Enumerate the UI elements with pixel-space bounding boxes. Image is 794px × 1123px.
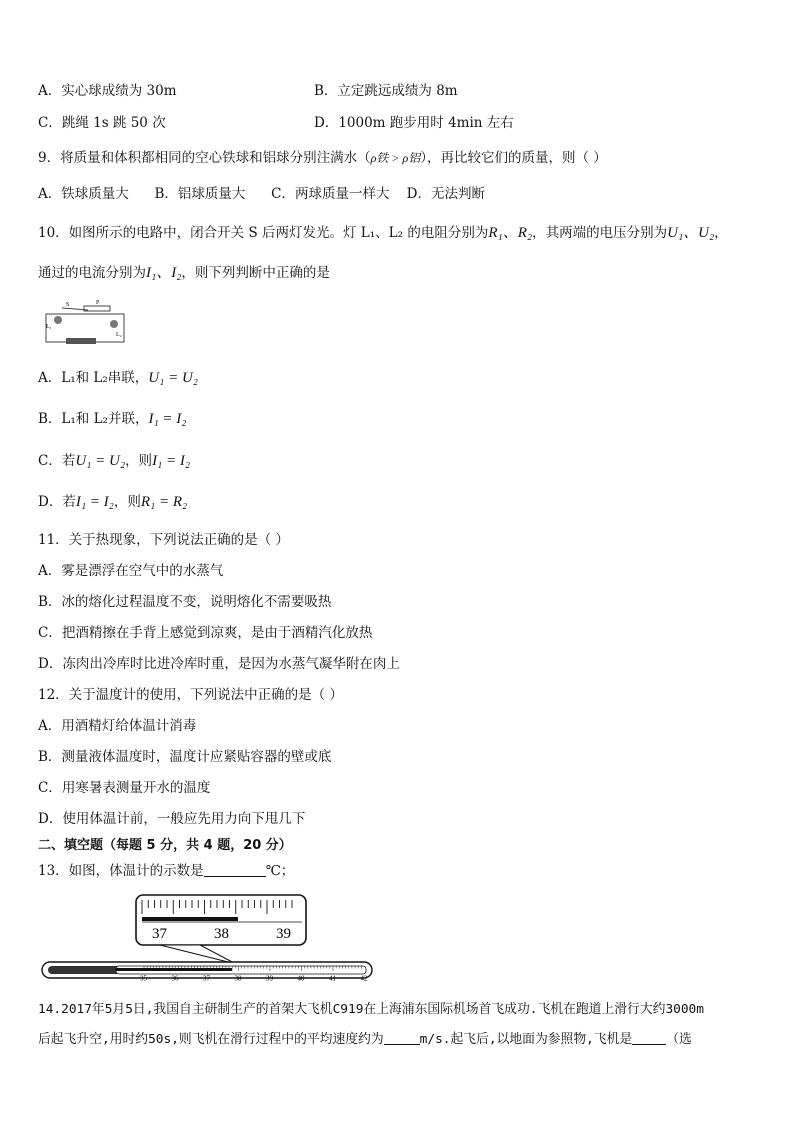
- q10-resistances: R₁、R₂: [488, 225, 533, 241]
- q10-option-c: [38, 452, 190, 470]
- q11-option-a: A．雾是漂浮在空气中的水蒸气: [38, 563, 224, 579]
- thermometer-label: 38: [234, 974, 242, 983]
- q14-stem-end: （选: [666, 1032, 692, 1047]
- q10-option-d-formula1: I₁ = I₂: [75, 494, 114, 510]
- q10-option-d-formula2: R₁ = R₂: [140, 494, 188, 510]
- q14-stem-line2: [38, 1030, 692, 1049]
- q10-stem-mid: ，其两端的电压分别为: [532, 225, 668, 241]
- zoom-label: 37: [152, 926, 167, 942]
- q8-option-d: D．1000m 跑步用时 4min 左右: [314, 115, 514, 131]
- q10-voltages: U₁、U₂: [667, 225, 715, 241]
- q10-option-b-formula: I₁ = I₂: [148, 411, 187, 427]
- thermometer-label: 37: [203, 974, 210, 983]
- circuit-label-p: P: [96, 300, 100, 306]
- q10-option-b: [38, 410, 187, 428]
- q10-stem-line1: [38, 224, 728, 242]
- q10-option-c-formula2: I₁ = I₂: [152, 453, 191, 469]
- q10-option-a: [38, 369, 198, 387]
- q11-option-d: D．冻肉出冷库时比进冷库时重，是因为水蒸气凝华附在肉上: [38, 656, 400, 672]
- q12-option-b: B．测量液体温度时，温度计应紧贴容器的壁或底: [38, 749, 332, 765]
- q10-stem-end: ，: [714, 225, 728, 241]
- q8-option-c: C．跳绳 1s 跳 50 次: [38, 115, 166, 131]
- thermometer-label: 35: [140, 974, 147, 983]
- q13-stem: [38, 862, 294, 880]
- q13-stem-text: 13．如图，体温计的示数是: [38, 863, 204, 879]
- zoom-mercury-column: [142, 917, 238, 921]
- q12-option-a: A．用酒精灯给体温计消毒: [38, 718, 197, 734]
- q11-option-c: C．把酒精擦在手背上感觉到凉爽，是由于酒精汽化放热: [38, 625, 373, 641]
- q10-option-d: [38, 493, 187, 511]
- q10-currents: I₁、I₂: [146, 265, 182, 281]
- zoom-pointer: [160, 945, 236, 964]
- q10-option-b-text: B．L₁和 L₂并联，: [38, 411, 149, 427]
- battery-icon: [66, 338, 96, 344]
- q10-option-d-mid: ，则: [113, 494, 141, 510]
- bulb-l1-icon: [54, 316, 62, 324]
- circuit-label-s: S: [66, 302, 70, 308]
- q10-option-d-text: D．若: [38, 494, 76, 510]
- q10-option-c-formula1: U₁ = U₂: [75, 453, 126, 469]
- thermometer-label: 41: [329, 974, 336, 983]
- circuit-label-l2: L₂: [116, 332, 122, 338]
- q14-motion-blank[interactable]: [632, 1030, 666, 1045]
- q10-option-c-mid: ，则: [125, 453, 153, 469]
- q12-option-d: D．使用体温计前，一般应先用力向下甩几下: [38, 811, 306, 827]
- q14-stem-line1: 14.2017年5月5日,我国自主研制生产的首架大飞机C919在上海浦东国际机场首飞成功.飞机在跑道上滑行大约3000m: [38, 1002, 704, 1017]
- q13-stem-unit: ℃；: [265, 863, 295, 879]
- q14-stem-text: 后起飞升空,用时约50s,则飞机在滑行过程中的平均速度约为: [38, 1032, 384, 1047]
- q9-stem-tail: ），再比较它们的质量，则（ ）: [420, 150, 607, 166]
- q11-option-b: B．冰的熔化过程温度不变，说明熔化不需要吸热: [38, 594, 332, 610]
- section-fill-in-title: 二、填空题（每题 5 分，共 4 题，20 分）: [38, 838, 292, 853]
- q13-answer-blank[interactable]: [204, 862, 266, 877]
- zoom-label: 38: [214, 926, 229, 942]
- q10-stem-tail: ，则下列判断中正确的是: [181, 265, 330, 281]
- q14-speed-blank[interactable]: [384, 1030, 420, 1045]
- q14-stem-mid: m/s.起飞后,以地面为参照物,飞机是: [419, 1032, 633, 1047]
- q8-option-b: B．立定跳远成绩为 8m: [314, 83, 458, 99]
- zoom-label: 39: [276, 926, 291, 942]
- thermometer-label: 36: [171, 974, 179, 983]
- q9-options: A．铁球质量大 B．铝球质量大 C．两球质量一样大 D．无法判断: [38, 186, 485, 202]
- q10-circuit-figure: [40, 298, 130, 348]
- q13-thermometer-figure: [40, 892, 380, 984]
- q8-option-a: A．实心球成绩为 30m: [38, 83, 177, 99]
- q12-option-c: C．用寒暑表测量开水的温度: [38, 780, 211, 796]
- q9-stem-text: 9．将质量和体积都相同的空心铁球和铝球分别注满水（: [38, 150, 371, 166]
- q10-stem-line2: [38, 264, 330, 282]
- q9-stem: [38, 149, 607, 167]
- q10-option-c-text: C．若: [38, 453, 76, 469]
- thermometer-label: 42: [360, 974, 368, 983]
- thermometer-mercury: [116, 968, 232, 971]
- q10-stem-text2: 通过的电流分别为: [38, 265, 146, 281]
- q10-option-a-formula: U₁ = U₂: [148, 370, 199, 386]
- circuit-label-l1: L₁: [46, 324, 52, 330]
- q12-stem: 12．关于温度计的使用，下列说法中正确的是（ ）: [38, 687, 343, 703]
- q11-stem: 11．关于热现象，下列说法正确的是（ ）: [38, 532, 289, 548]
- q9-density-comparison: ρ铁 > ρ铝: [370, 151, 421, 165]
- thermometer-label: 39: [266, 974, 273, 983]
- bulb-l2-icon: [110, 320, 118, 328]
- q10-stem-text: 10．如图所示的电路中，闭合开关 S 后两灯发光。灯 L₁、L₂ 的电阻分别为: [38, 225, 489, 241]
- thermometer-label: 40: [297, 974, 305, 983]
- q10-option-a-text: A．L₁和 L₂串联，: [38, 370, 149, 386]
